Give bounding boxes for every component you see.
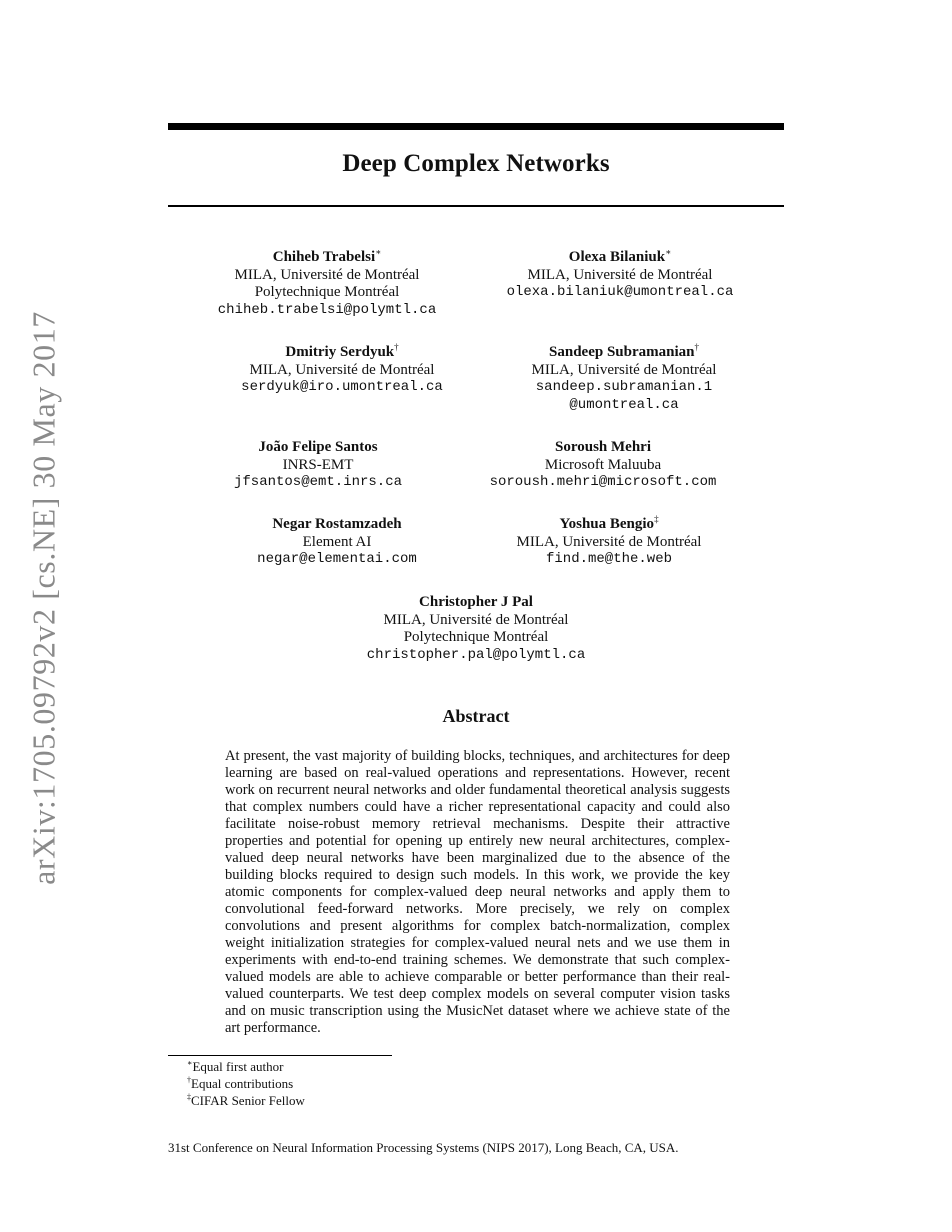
author-name: João Felipe Santos <box>258 439 378 455</box>
author-block <box>474 344 774 414</box>
author-mark: ∗ <box>665 247 672 257</box>
author-name: Yoshua Bengio <box>559 516 655 532</box>
author-mark: ∗ <box>375 247 382 257</box>
author-block <box>187 516 487 569</box>
conference-note: 31st Conference on Neural Information Processing Systems (NIPS 2017), Long Beach, CA, USA. <box>168 1140 679 1155</box>
author-affiliation: Polytechnique Montréal <box>254 284 400 300</box>
author-affiliation: MILA, Université de Montréal <box>249 361 435 378</box>
author-name: Sandeep Subramanian <box>549 344 695 360</box>
author-affiliation: MILA, Université de Montréal <box>234 266 420 283</box>
author-mark: † <box>694 342 699 352</box>
author-email: negar@elementai.com <box>257 551 417 567</box>
footnote-rule <box>168 1055 392 1056</box>
author-email: find.me@the.web <box>545 551 673 567</box>
author-email-continued: @umontreal.ca <box>569 396 679 413</box>
author-mark: † <box>394 342 399 352</box>
footnote <box>187 1093 305 1108</box>
author-block <box>177 249 477 319</box>
abstract-heading: Abstract <box>442 706 510 726</box>
author-block <box>168 439 468 492</box>
footnote-mark: † <box>187 1075 191 1085</box>
author-mark: ‡ <box>654 514 659 524</box>
footnote-mark: ∗ <box>187 1058 193 1068</box>
footnote <box>187 1059 283 1074</box>
author-affiliation: MILA, Université de Montréal <box>383 611 569 628</box>
paper-title: Deep Complex Networks <box>342 150 610 177</box>
author-email: chiheb.trabelsi@polymtl.ca <box>217 301 437 318</box>
author-email: jfsantos@emt.inrs.ca <box>233 474 403 490</box>
author-email: sandeep.subramanian.1 <box>535 379 713 395</box>
footnote <box>187 1076 293 1091</box>
author-name: Soroush Mehri <box>555 439 651 455</box>
author-affiliation: Element AI <box>302 533 372 550</box>
author-affiliation: MILA, Université de Montréal <box>527 266 713 283</box>
author-affiliation: MILA, Université de Montréal <box>531 361 717 378</box>
footnote-text: Equal contributions <box>191 1076 294 1091</box>
author-name: Negar Rostamzadeh <box>272 516 402 532</box>
author-email: christopher.pal@polymtl.ca <box>366 646 586 663</box>
author-affiliation: Polytechnique Montréal <box>403 629 549 645</box>
author-block <box>453 439 753 492</box>
author-email: olexa.bilaniuk@umontreal.ca <box>506 284 734 300</box>
author-email: soroush.mehri@microsoft.com <box>489 474 717 490</box>
author-name: Olexa Bilaniuk <box>568 249 666 265</box>
author-block <box>192 344 492 397</box>
author-affiliation: INRS-EMT <box>282 456 354 473</box>
arxiv-stamp: arXiv:1705.09792v2 [cs.NE] 30 May 2017 <box>25 311 62 885</box>
author-name: Chiheb Trabelsi <box>272 249 376 265</box>
footnote-text: CIFAR Senior Fellow <box>191 1093 305 1108</box>
author-block <box>326 594 626 664</box>
author-block <box>459 516 759 569</box>
author-affiliation: MILA, Université de Montréal <box>516 533 702 550</box>
author-name: Christopher J Pal <box>419 594 533 610</box>
footnote-text: Equal first author <box>192 1059 284 1074</box>
author-block <box>470 249 770 302</box>
author-name: Dmitriy Serdyuk <box>285 344 395 360</box>
author-email: serdyuk@iro.umontreal.ca <box>241 379 443 395</box>
title-top-rule <box>168 123 784 130</box>
footnote-mark: ‡ <box>187 1092 191 1102</box>
author-affiliation: Microsoft Maluuba <box>544 456 662 473</box>
abstract-body: At present, the vast majority of building blocks, techniques, and architectures for deep learning are based on real-valued operations and representations. However, recent work on recurrent neural networks and older fundamental theoretical analysis suggests that complex numbers could have a richer representational capacity and could also facilitate noise-robust memory retrieval mechanisms. Despite their attractive properties and potential for opening up entirely new neural architectures, complex-valued deep neural networks have been marginalized due to the absence of the building blocks required to design such models. In this work, we provide the key atomic components for complex-valued deep neural networks and apply them to convolutional feed-forward networks. More precisely, we rely on complex convolutions and present algorithms for complex batch-normalization, complex weight initialization strategies for complex-valued neural nets and we use them in experiments with end-to-end training schemes. We demonstrate that such complex-valued models are able to achieve comparable or better performance than their real-valued counterparts. We test deep complex models on several computer vision tasks and on music transcription using the MusicNet dataset where we achieve state of the art performance. <box>225 748 730 1036</box>
title-bottom-rule <box>168 205 784 207</box>
